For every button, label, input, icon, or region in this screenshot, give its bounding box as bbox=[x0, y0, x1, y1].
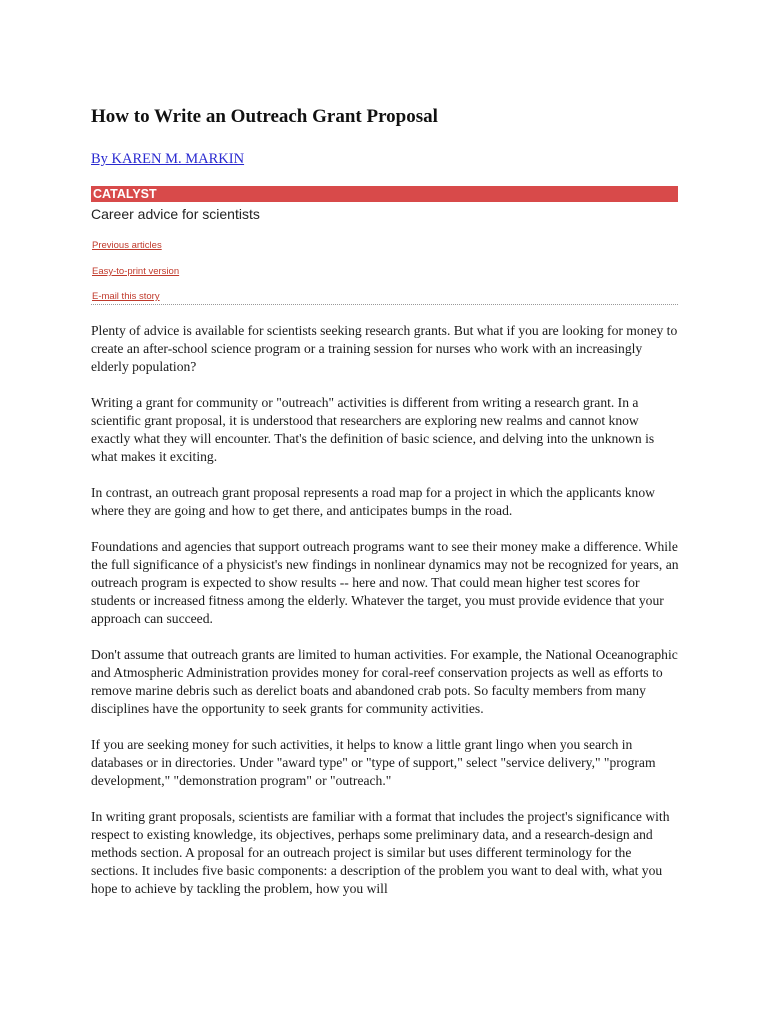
email-story-link[interactable]: E-mail this story bbox=[92, 291, 160, 302]
section-subtitle: Career advice for scientists bbox=[91, 206, 260, 222]
article-body bbox=[91, 322, 681, 916]
paragraph-2: Writing a grant for community or "outreach" activities is different from writing a research grant. In a scientific grant proposal, it is understood that researchers are exploring new realms and cannot know exactly what they will encounter. That's the definition of basic science, and delving into the unknown is what makes it exciting. bbox=[91, 395, 655, 464]
paragraph-3: In contrast, an outreach grant proposal represents a road map for a project in which the applicants know where they are going and how to get there, and anticipates bumps in the road. bbox=[91, 485, 655, 518]
section-banner: CATALYST bbox=[91, 186, 678, 202]
paragraph-5: Don't assume that outreach grants are limited to human activities. For example, the National Oceanographic and Atmospheric Administration provides money for coral-reef conservation projects as well as efforts to remove marine debris such as derelict boats and abandoned crab pots. So faculty members from many disciplines have the opportunity to seek grants for community activities. bbox=[91, 647, 678, 716]
author-byline-link[interactable]: By KAREN M. MARKIN bbox=[91, 151, 245, 167]
paragraph-7: In writing grant proposals, scientists are familiar with a format that includes the project's significance with respect to existing knowledge, its objectives, perhaps some preliminary data, and a research-design and methods section. A proposal for an outreach project is similar but uses different terminology for the sections. It includes five basic components: a description of the problem you want to deal with, what you hope to achieve by tackling the problem, how you will bbox=[91, 809, 670, 896]
dotted-divider bbox=[91, 304, 678, 305]
paragraph-1: Plenty of advice is available for scientists seeking research grants. But what if you are looking for money to create an after-school science program or a training session for nurses who work with an increasingly elderly population? bbox=[91, 323, 678, 374]
previous-articles-link[interactable]: Previous articles bbox=[92, 240, 162, 251]
paragraph-4: Foundations and agencies that support outreach programs want to see their money make a difference. While the full significance of a physicist's new findings in nonlinear dynamics may not be recognized for years, an outreach program is expected to show results -- here and now. That could mean higher test scores for students or increased fitness among the elderly. Whatever the target, you must provide evidence that your approach can succeed. bbox=[91, 539, 679, 626]
article-title: How to Write an Outreach Grant Proposal bbox=[91, 106, 438, 127]
paragraph-6: If you are seeking money for such activities, it helps to know a little grant lingo when you search in databases or in directories. Under "award type" or "type of support," select "service delivery," "program development," "demonstration program" or "outreach." bbox=[91, 737, 656, 788]
print-version-link[interactable]: Easy-to-print version bbox=[92, 266, 180, 277]
